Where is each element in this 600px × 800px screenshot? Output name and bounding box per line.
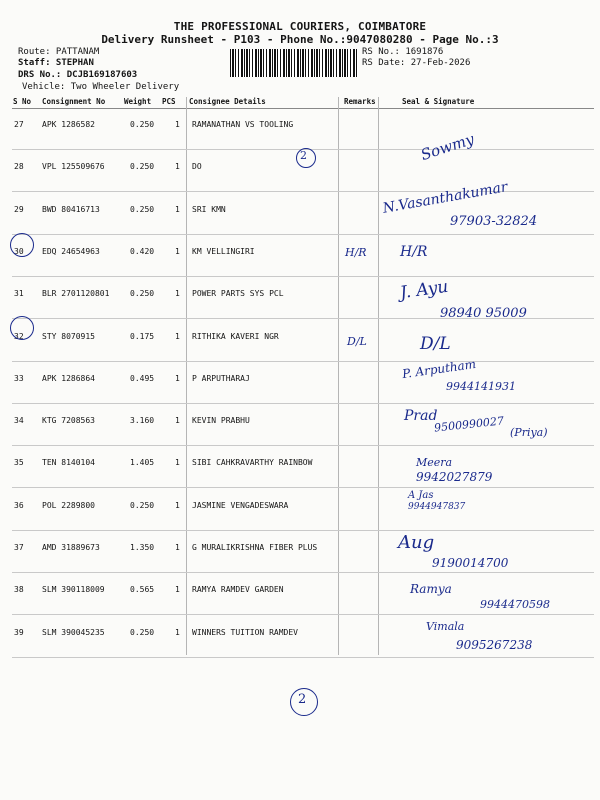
cell-consignment: EDQ 24654963: [42, 246, 100, 256]
sig-29-name: N.Vasanthakumar: [381, 179, 509, 217]
cell-consignee: RAMANATHAN VS TOOLING: [192, 120, 294, 129]
cell-weight: 3.160: [130, 416, 155, 426]
cell-sno: 28: [14, 162, 24, 172]
cell-sno: 32: [14, 331, 24, 341]
cell-pcs: 1: [175, 246, 180, 256]
cell-consignment: STY 8070915: [42, 331, 95, 341]
sig-39-name: Vimala: [426, 620, 465, 633]
col-consignment: Consignment No: [42, 97, 106, 106]
cell-consignee: JASMINE VENGADESWARA: [192, 500, 289, 510]
cell-weight: 0.250: [130, 627, 155, 637]
sig-28: Sowmy: [418, 129, 477, 165]
sig-35-phone: 9942027879: [416, 470, 493, 484]
table-row: [12, 489, 594, 531]
cell-consignment: TEN 8140104: [42, 458, 95, 468]
cell-pcs: 1: [175, 331, 180, 341]
cell-sno: 39: [14, 627, 24, 637]
cell-consignee: RAMYA RAMDEV GARDEN: [192, 585, 284, 595]
circle-28-number: 2: [300, 149, 307, 162]
table-row: [12, 108, 594, 150]
cell-weight: 0.495: [130, 373, 155, 383]
sig-37-phone: 9190014700: [432, 556, 509, 570]
sig-35-name: Meera: [416, 456, 453, 469]
runsheet-title: THE PROFESSIONAL COURIERS, COIMBATORE: [173, 20, 427, 33]
vehicle-label: Vehicle: Two Wheeler Delivery: [22, 82, 180, 92]
sig-36-name: A Jas: [408, 490, 434, 501]
col-weight: Weight: [124, 97, 152, 106]
cell-consignee: KM VELLINGIRI: [192, 246, 255, 256]
runsheet-subtitle: Delivery Runsheet - P103 - Phone No.:9047080280 - Page No.:3: [101, 33, 499, 46]
cell-sno: 30: [14, 246, 24, 256]
cell-weight: 0.565: [130, 585, 155, 595]
remark-30: H/R: [345, 246, 367, 259]
cell-weight: 0.250: [130, 500, 155, 510]
cell-sno: 33: [14, 373, 24, 383]
cell-pcs: 1: [175, 120, 180, 129]
cell-consignment: SLM 390118009: [42, 585, 105, 595]
page-circle-number: 2: [298, 692, 307, 707]
sig-39-phone: 9095267238: [456, 638, 533, 652]
sig-38-phone: 9944470598: [480, 598, 550, 611]
sig-31-phone: 98940 95009: [440, 306, 527, 321]
rs-date: RS Date: 27-Feb-2026: [362, 58, 471, 68]
cell-consignment: APK 1286864: [42, 373, 95, 383]
cell-consignee: KEVIN PRABHU: [192, 416, 250, 426]
cell-consignment: SLM 390045235: [42, 627, 105, 637]
col-signature: Seal & Signature: [402, 97, 475, 106]
cell-consignment: AMD 31889673: [42, 543, 100, 552]
cell-consignment: KTG 7208563: [42, 416, 95, 426]
sig-33-name: P. Arputham: [401, 356, 477, 382]
cell-consignment: BLR 2701120801: [42, 289, 110, 299]
cell-sno: 35: [14, 458, 24, 468]
remark-32: D/L: [347, 335, 367, 348]
cell-pcs: 1: [175, 585, 180, 595]
table-row: [12, 320, 594, 362]
table-row: [12, 235, 594, 277]
cell-pcs: 1: [175, 373, 180, 383]
cell-weight: 0.250: [130, 289, 155, 299]
route-label: Route: PATTANAM: [18, 47, 100, 57]
sig-37-name: Aug: [398, 532, 435, 553]
cell-consignment: APK 1286582: [42, 120, 95, 129]
cell-pcs: 1: [175, 289, 180, 299]
cell-consignee: SIBI CAHKRAVARTHY RAINBOW: [192, 458, 313, 468]
cell-weight: 1.405: [130, 458, 155, 468]
sig-30: H/R: [400, 244, 428, 260]
sig-34-note: (Priya): [510, 426, 548, 439]
cell-sno: 37: [14, 543, 24, 552]
cell-pcs: 1: [175, 416, 180, 426]
cell-sno: 38: [14, 585, 24, 595]
cell-pcs: 1: [175, 543, 180, 552]
sig-36-phone: 9944947837: [408, 502, 466, 512]
rs-number: RS No.: 1691876: [362, 47, 444, 57]
cell-consignee: P ARPUTHARAJ: [192, 373, 250, 383]
cell-consignee: G MURALIKRISHNA FIBER PLUS: [192, 543, 318, 552]
cell-weight: 0.250: [130, 162, 155, 172]
table-row: [12, 404, 594, 446]
cell-sno: 36: [14, 500, 24, 510]
col-pcs: PCS: [162, 97, 176, 106]
cell-sno: 29: [14, 204, 24, 214]
cell-consignee: RITHIKA KAVERI NGR: [192, 331, 279, 341]
cell-sno: 34: [14, 416, 24, 426]
cell-consignee: POWER PARTS SYS PCL: [192, 289, 284, 299]
cell-pcs: 1: [175, 162, 180, 172]
sig-29-phone: 97903-32824: [450, 214, 538, 229]
circle-sno-32: [10, 316, 34, 340]
sig-32: D/L: [420, 334, 451, 354]
cell-weight: 0.250: [130, 120, 155, 129]
sig-38-name: Ramya: [410, 582, 452, 596]
cell-pcs: 1: [175, 500, 180, 510]
cell-consignment: VPL 125509676: [42, 162, 105, 172]
cell-consignee: SRI KMN: [192, 204, 226, 214]
cell-pcs: 1: [175, 458, 180, 468]
cell-consignment: POL 2289800: [42, 500, 95, 510]
circle-sno-30: [10, 233, 34, 257]
cell-consignee: DO: [192, 162, 202, 172]
cell-consignee: WINNERS TUITION RAMDEV: [192, 627, 298, 637]
drs-number: DRS No.: DCJB169187603: [18, 70, 138, 80]
col-consignee: Consignee Details: [189, 97, 266, 106]
col-remarks: Remarks: [344, 97, 376, 106]
barcode: [230, 49, 358, 77]
cell-sno: 27: [14, 120, 24, 129]
cell-pcs: 1: [175, 627, 180, 637]
sig-34-phone: 9500990027: [433, 414, 505, 435]
cell-sno: 31: [14, 289, 24, 299]
sig-34-name: Prad: [404, 408, 438, 424]
table-row: [12, 446, 594, 488]
sig-33-phone: 9944141931: [446, 380, 516, 393]
cell-weight: 1.350: [130, 543, 155, 552]
cell-pcs: 1: [175, 204, 180, 214]
cell-weight: 0.175: [130, 331, 155, 341]
cell-weight: 0.250: [130, 204, 155, 214]
staff-label: Staff: STEPHAN: [18, 58, 94, 68]
cell-consignment: BWD 80416713: [42, 204, 100, 214]
sig-31-name: J. Ayu: [398, 276, 450, 304]
col-sno: S No: [13, 97, 32, 106]
cell-weight: 0.420: [130, 246, 155, 256]
